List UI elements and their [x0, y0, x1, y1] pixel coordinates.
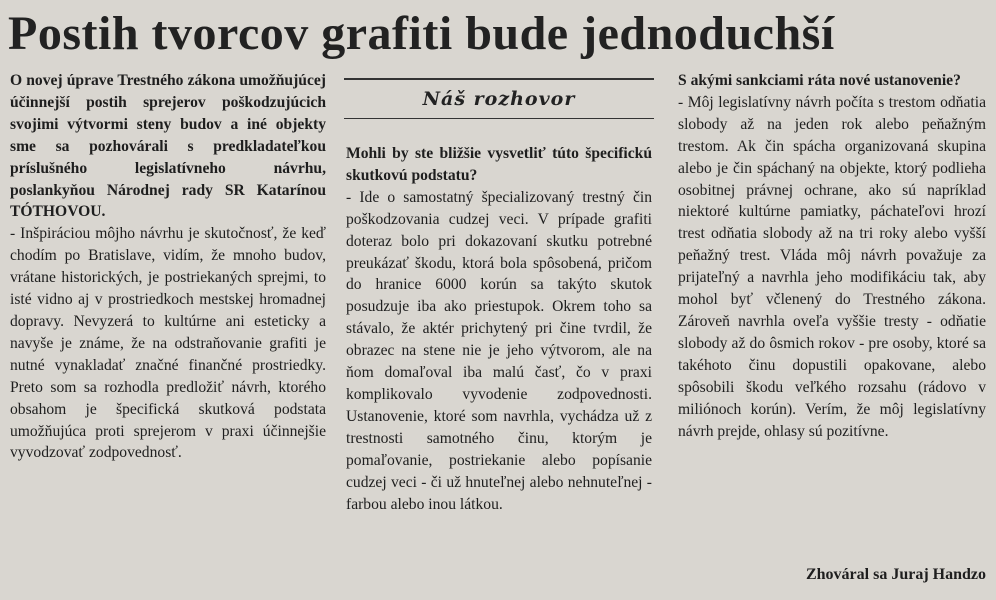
- answer-3: - Môj legislatívny návrh počíta s trestom odňatia slobody až na jeden rok alebo peňažným trestom. Ak čin spácha organizovaná skupina alebo je čin spáchaný na objekte, ktorý podlieha osobitnej právnej ochrane, ako sú napríklad niektoré kultúrne pamiatky, páchateľovi hrozí trest odňatia slobody až na tri roky alebo vyšší peňažný trest. Vláda môj návrh považuje za prijateľný a navrhla jeho modifikáciu tak, aby mohol byť včlenený do Trestného zákona. Zároveň navrhla oveľa vyššie tresty - odňatie slobody až do ôsmich rokov - pre osoby, ktoré sa takéhoto činu dopustili opakovane, alebo spôsobili škodu veľkého rozsahu (rádovo v miliónoch korún). Verím, že môj legislatívny návrh prejde, ohlasy sú pozitívne.: [678, 93, 986, 440]
- lead-paragraph: O novej úprave Trestného zákona umožňujúcej účinnejší postih sprejerov poškodzujúcich svojimi výtvormi steny budov a iné objekty sme sa pozhovárali s predkladateľkou príslušného legislatívneho návrhu, poslankyňou Národnej rady SR Katarínou TÓTHOVOU.: [10, 72, 326, 221]
- headline: Postih tvorcov grafiti bude jednoduchší: [8, 7, 835, 60]
- column-1: [10, 70, 326, 464]
- rubric-label: Náš rozhovor: [422, 88, 576, 110]
- question-3: S akými sankciami ráta nové ustanovenie?: [678, 72, 961, 89]
- answer-1: - Inšpiráciou môjho návrhu je skutočnosť, že keď chodím po Bratislave, vidím, že mnoho budov, vrátane historických, je postriekaných sprejmi, to isté vidno aj v prostriedkoch mestskej hromadnej dopravy. Nevyzerá to kultúrne ani esteticky a navyše je známe, že na odstraňovanie grafiti je nutné vynakladať značné finančné prostriedky. Preto som sa rozhodla predložiť návrh, ktorého obsahom je špecifická skutková podstata umožňujúca proti sprejerom v praxi účinnejšie vyvodzovať zodpovednosť.: [10, 225, 326, 462]
- signature: Zhováral sa Juraj Handzo: [805, 566, 986, 583]
- column-2: [346, 143, 652, 515]
- column-3: [678, 70, 986, 442]
- question-2: Mohli by ste bližšie vysvetliť túto špecifickú skutkovú podstatu?: [346, 145, 652, 184]
- answer-2: - Ide o samostatný špecializovaný trestný čin poškodzovania cudzej veci. V prípade grafiti doteraz bolo pri dokazovaní skutku potrebné preukázať škodu, ktorá bola spôsobená, pričom do hranice 6000 korún sa takýto skutok posudzuje iba ako priestupok. Okrem toho sa stávalo, že aktér prichytený pri čine tvrdil, že obrazec na stene nie je jeho výtvorom, ale na ňom domaľoval iba malú časť, čo v praxi komplikovalo vyvodenie zodpovednosti. Ustanovenie, ktoré som navrhla, vychádza už z trestnosti samotného činu, ktorým je pomaľovanie, postriekanie alebo popísanie cudzej veci - či už hnuteľnej alebo nehnuteľnej - farbou alebo inou látkou.: [346, 188, 652, 513]
- rubric-box: [344, 78, 654, 122]
- rubric-rule: [344, 118, 654, 119]
